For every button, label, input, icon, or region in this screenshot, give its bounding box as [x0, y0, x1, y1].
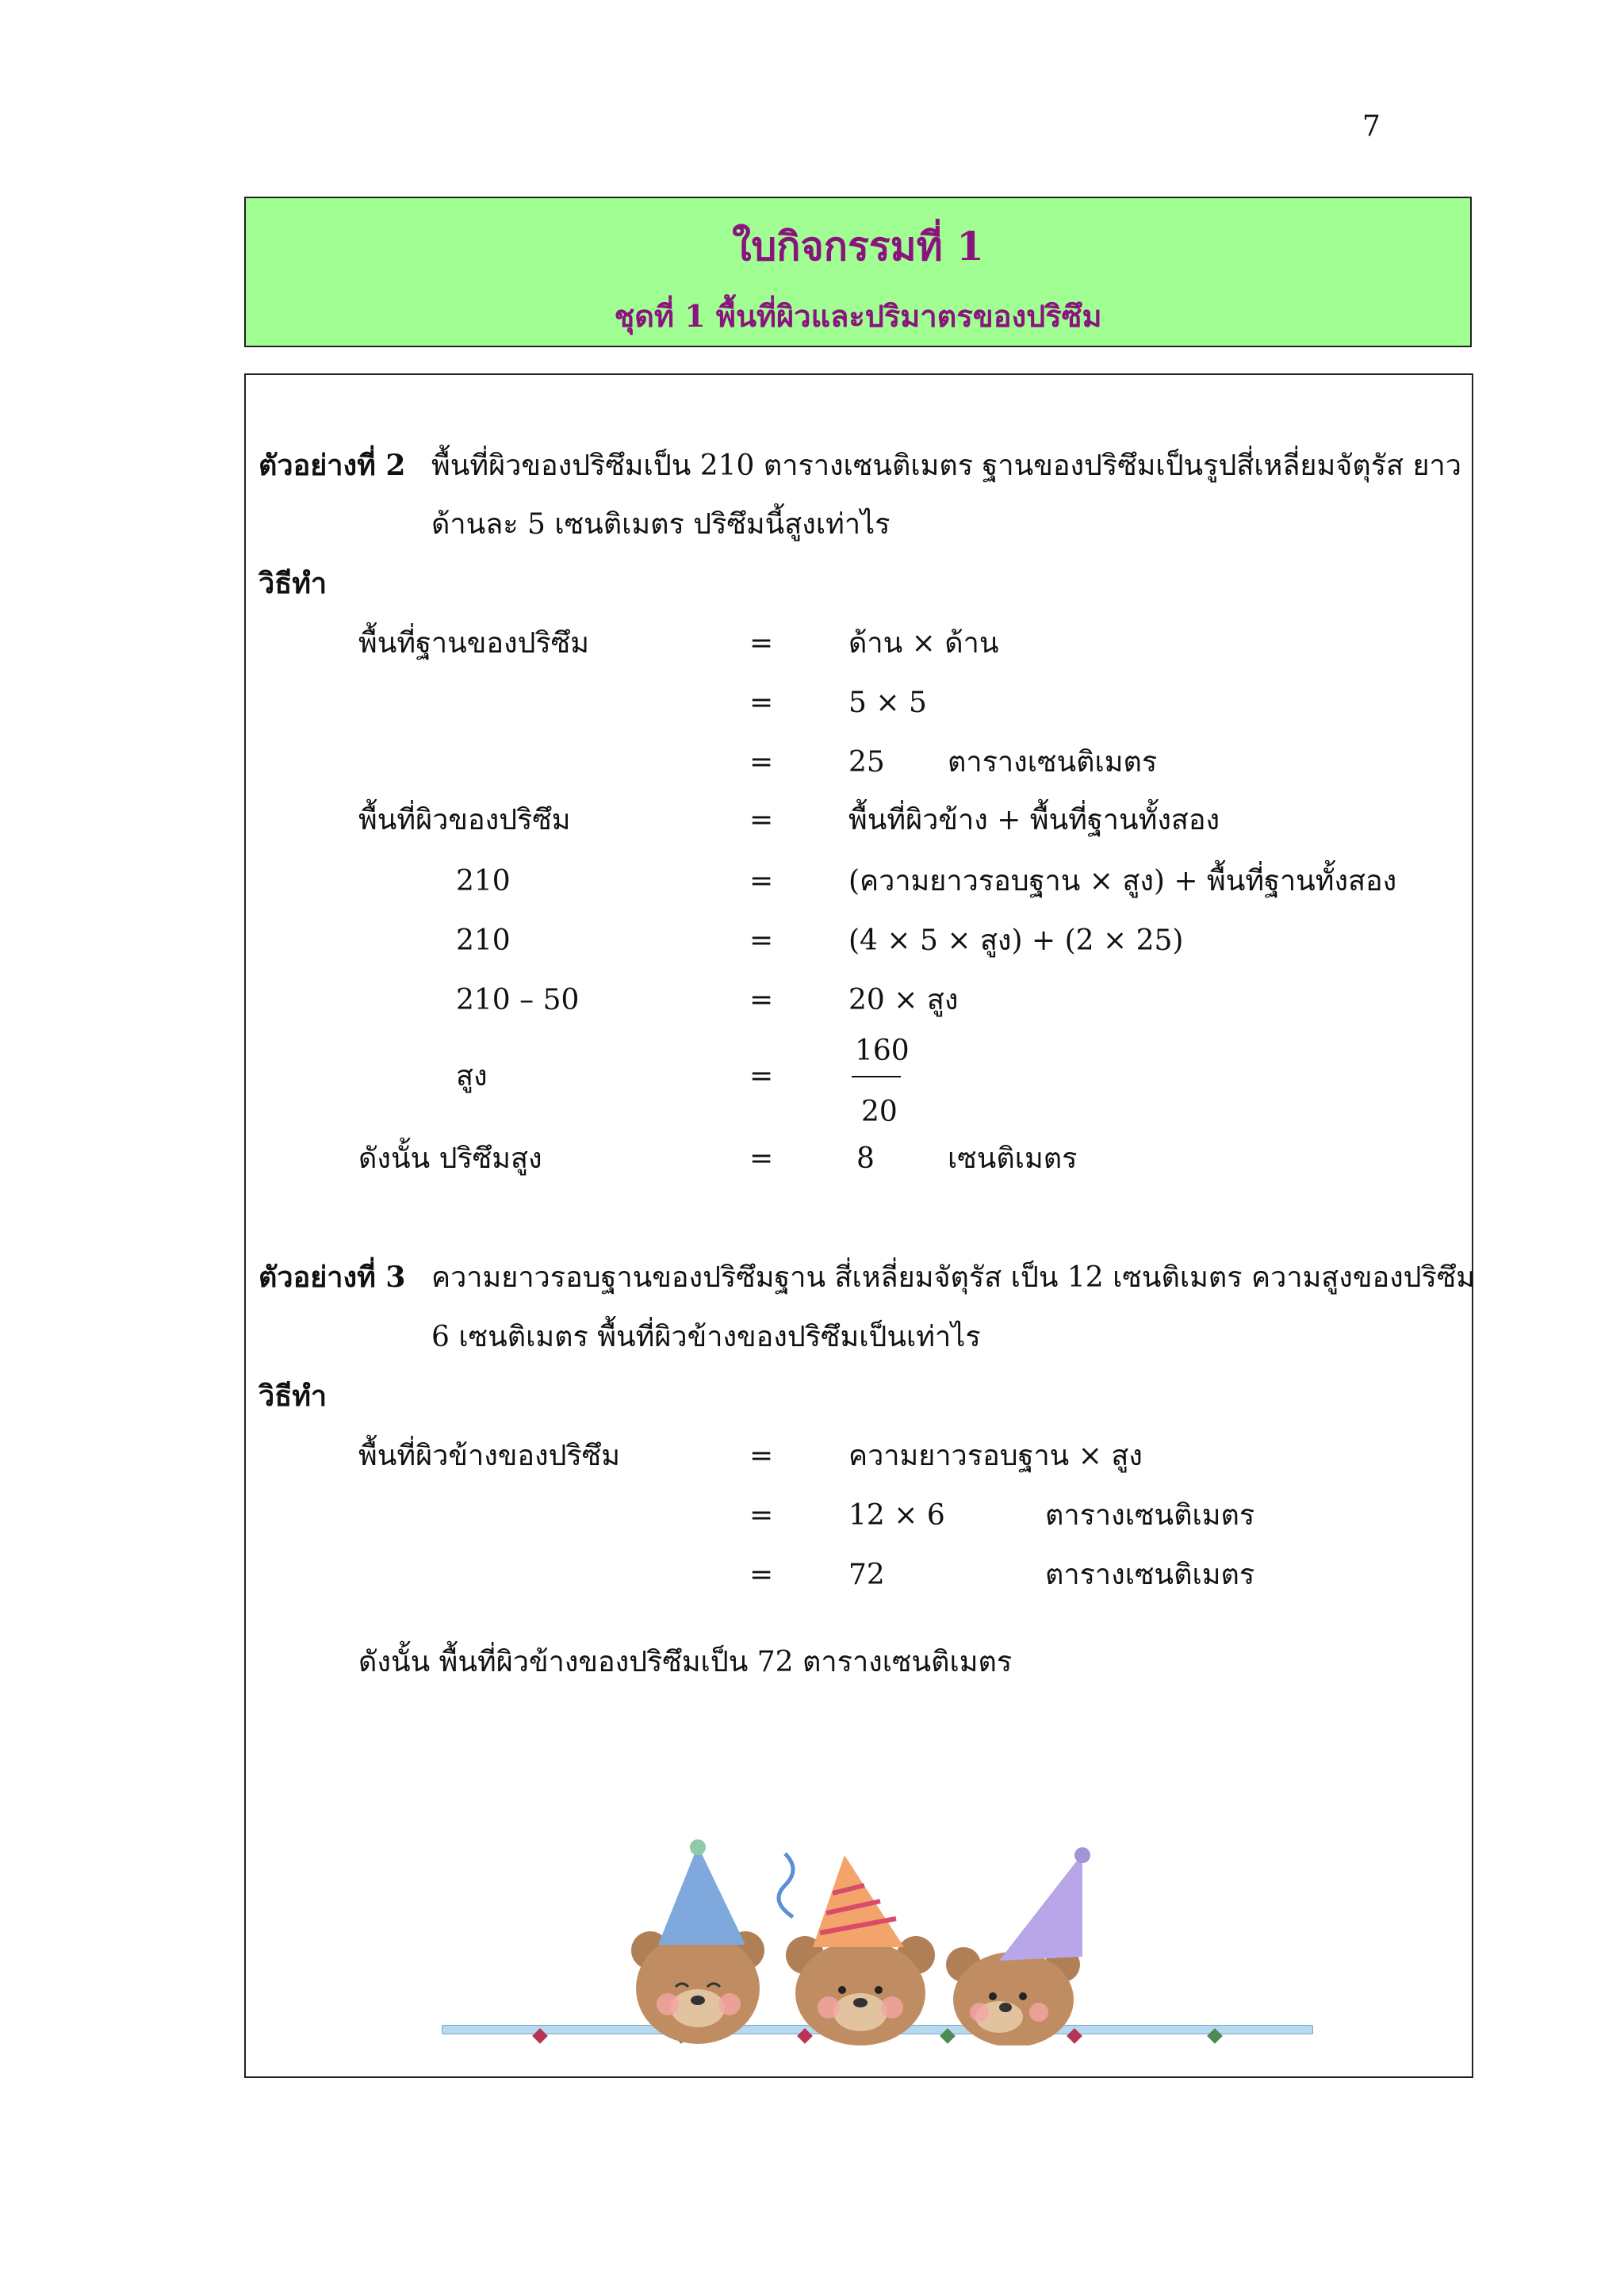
- fraction-numerator: 160: [855, 1035, 910, 1067]
- page-number: 7: [1362, 110, 1381, 143]
- height-label: สูง: [456, 1060, 488, 1093]
- activity-title: ใบกิจกรรมที่ 1: [732, 223, 984, 270]
- equals-sign: =: [749, 865, 774, 897]
- activity-header: [244, 197, 1472, 347]
- fraction-denominator: 20: [861, 1096, 898, 1128]
- perimeter-formula: (ความยาวรอบฐาน × สูง) + พื้นที่ฐานทั้งสอง: [848, 865, 1397, 897]
- example3-question-line2: 6 เซนติเมตร พื้นที่ผิวข้างของปริซึมเป็นเท่าไร: [431, 1321, 981, 1353]
- example2-question-line1: พื้นที่ผิวของปริซึมเป็น 210 ตารางเซนติเมตร ฐานของปริซึมเป็นรูปสี่เหลี่ยมจัตุรัส ยาว: [431, 450, 1461, 482]
- twelve-times-six: 12 × 6: [848, 1499, 945, 1532]
- equals-sign: =: [749, 1499, 774, 1532]
- equals-sign: =: [749, 1142, 774, 1175]
- fraction-bar: [852, 1076, 901, 1077]
- equals-sign: =: [749, 1559, 774, 1591]
- surface-area-label: พื้นที่ผิวของปริซึม: [358, 804, 571, 836]
- height-answer: 8: [856, 1142, 875, 1175]
- example3-conclusion: ดังนั้น พื้นที่ผิวข้างของปริซึมเป็น 72 ตารางเซนติเมตร: [358, 1646, 1013, 1678]
- example3-method: วิธีทำ: [259, 1380, 327, 1413]
- example2-question-line2: ด้านละ 5 เซนติเมตร ปริซึมนี้สูงเท่าไร: [431, 508, 891, 541]
- equals-sign: =: [749, 1440, 774, 1472]
- equals-sign: =: [749, 746, 774, 779]
- lateral-formula: ความยาวรอบฐาน × สูง: [848, 1440, 1143, 1472]
- equals-sign: =: [749, 1060, 774, 1093]
- numeric-formula: (4 × 5 × สูง) + (2 × 25): [848, 924, 1184, 957]
- five-times-five: 5 × 5: [848, 687, 927, 719]
- subtraction: 210 – 50: [456, 984, 580, 1016]
- example2-label: ตัวอย่างที่ 2: [259, 449, 406, 482]
- equals-sign: =: [749, 924, 774, 957]
- example3-label: ตัวอย่างที่ 3: [259, 1261, 406, 1294]
- example2-method: วิธีทำ: [259, 567, 327, 600]
- lateral-area-value: 72: [848, 1559, 885, 1591]
- unit-cm: เซนติเมตร: [948, 1142, 1078, 1175]
- lateral-area-label: พื้นที่ผิวข้างของปริซึม: [358, 1440, 620, 1472]
- example2-conclusion: ดังนั้น ปริซึมสูง: [358, 1142, 542, 1175]
- equals-sign: =: [749, 627, 774, 660]
- base-area-label: พื้นที่ฐานของปริซึม: [358, 627, 589, 660]
- unit-sq-cm: ตารางเซนติเมตร: [948, 746, 1158, 779]
- unit-sq-cm: ตารางเซนติเมตร: [1045, 1499, 1255, 1532]
- equals-sign: =: [749, 984, 774, 1016]
- base-area-value: 25: [848, 746, 885, 779]
- surface-area-formula: พื้นที่ผิวข้าง + พื้นที่ฐานทั้งสอง: [848, 804, 1220, 836]
- example3-question-line1: ความยาวรอบฐานของปริซึมฐาน สี่เหลี่ยมจัตุรัส เป็น 12 เซนติเมตร ความสูงของปริซึม: [431, 1261, 1476, 1294]
- equals-sign: =: [749, 804, 774, 836]
- side-times-side: ด้าน × ด้าน: [848, 627, 999, 660]
- unit-sq-cm: ตารางเซนติเมตร: [1045, 1559, 1255, 1591]
- party-bears-icon: [626, 1838, 1134, 2045]
- twenty-times-height: 20 × สูง: [848, 984, 959, 1016]
- surface-value: 210: [456, 924, 511, 957]
- surface-value: 210: [456, 865, 511, 897]
- equals-sign: =: [749, 687, 774, 719]
- activity-subtitle: ชุดที่ 1 พื้นที่ผิวและปริมาตรของปริซึม: [614, 298, 1102, 334]
